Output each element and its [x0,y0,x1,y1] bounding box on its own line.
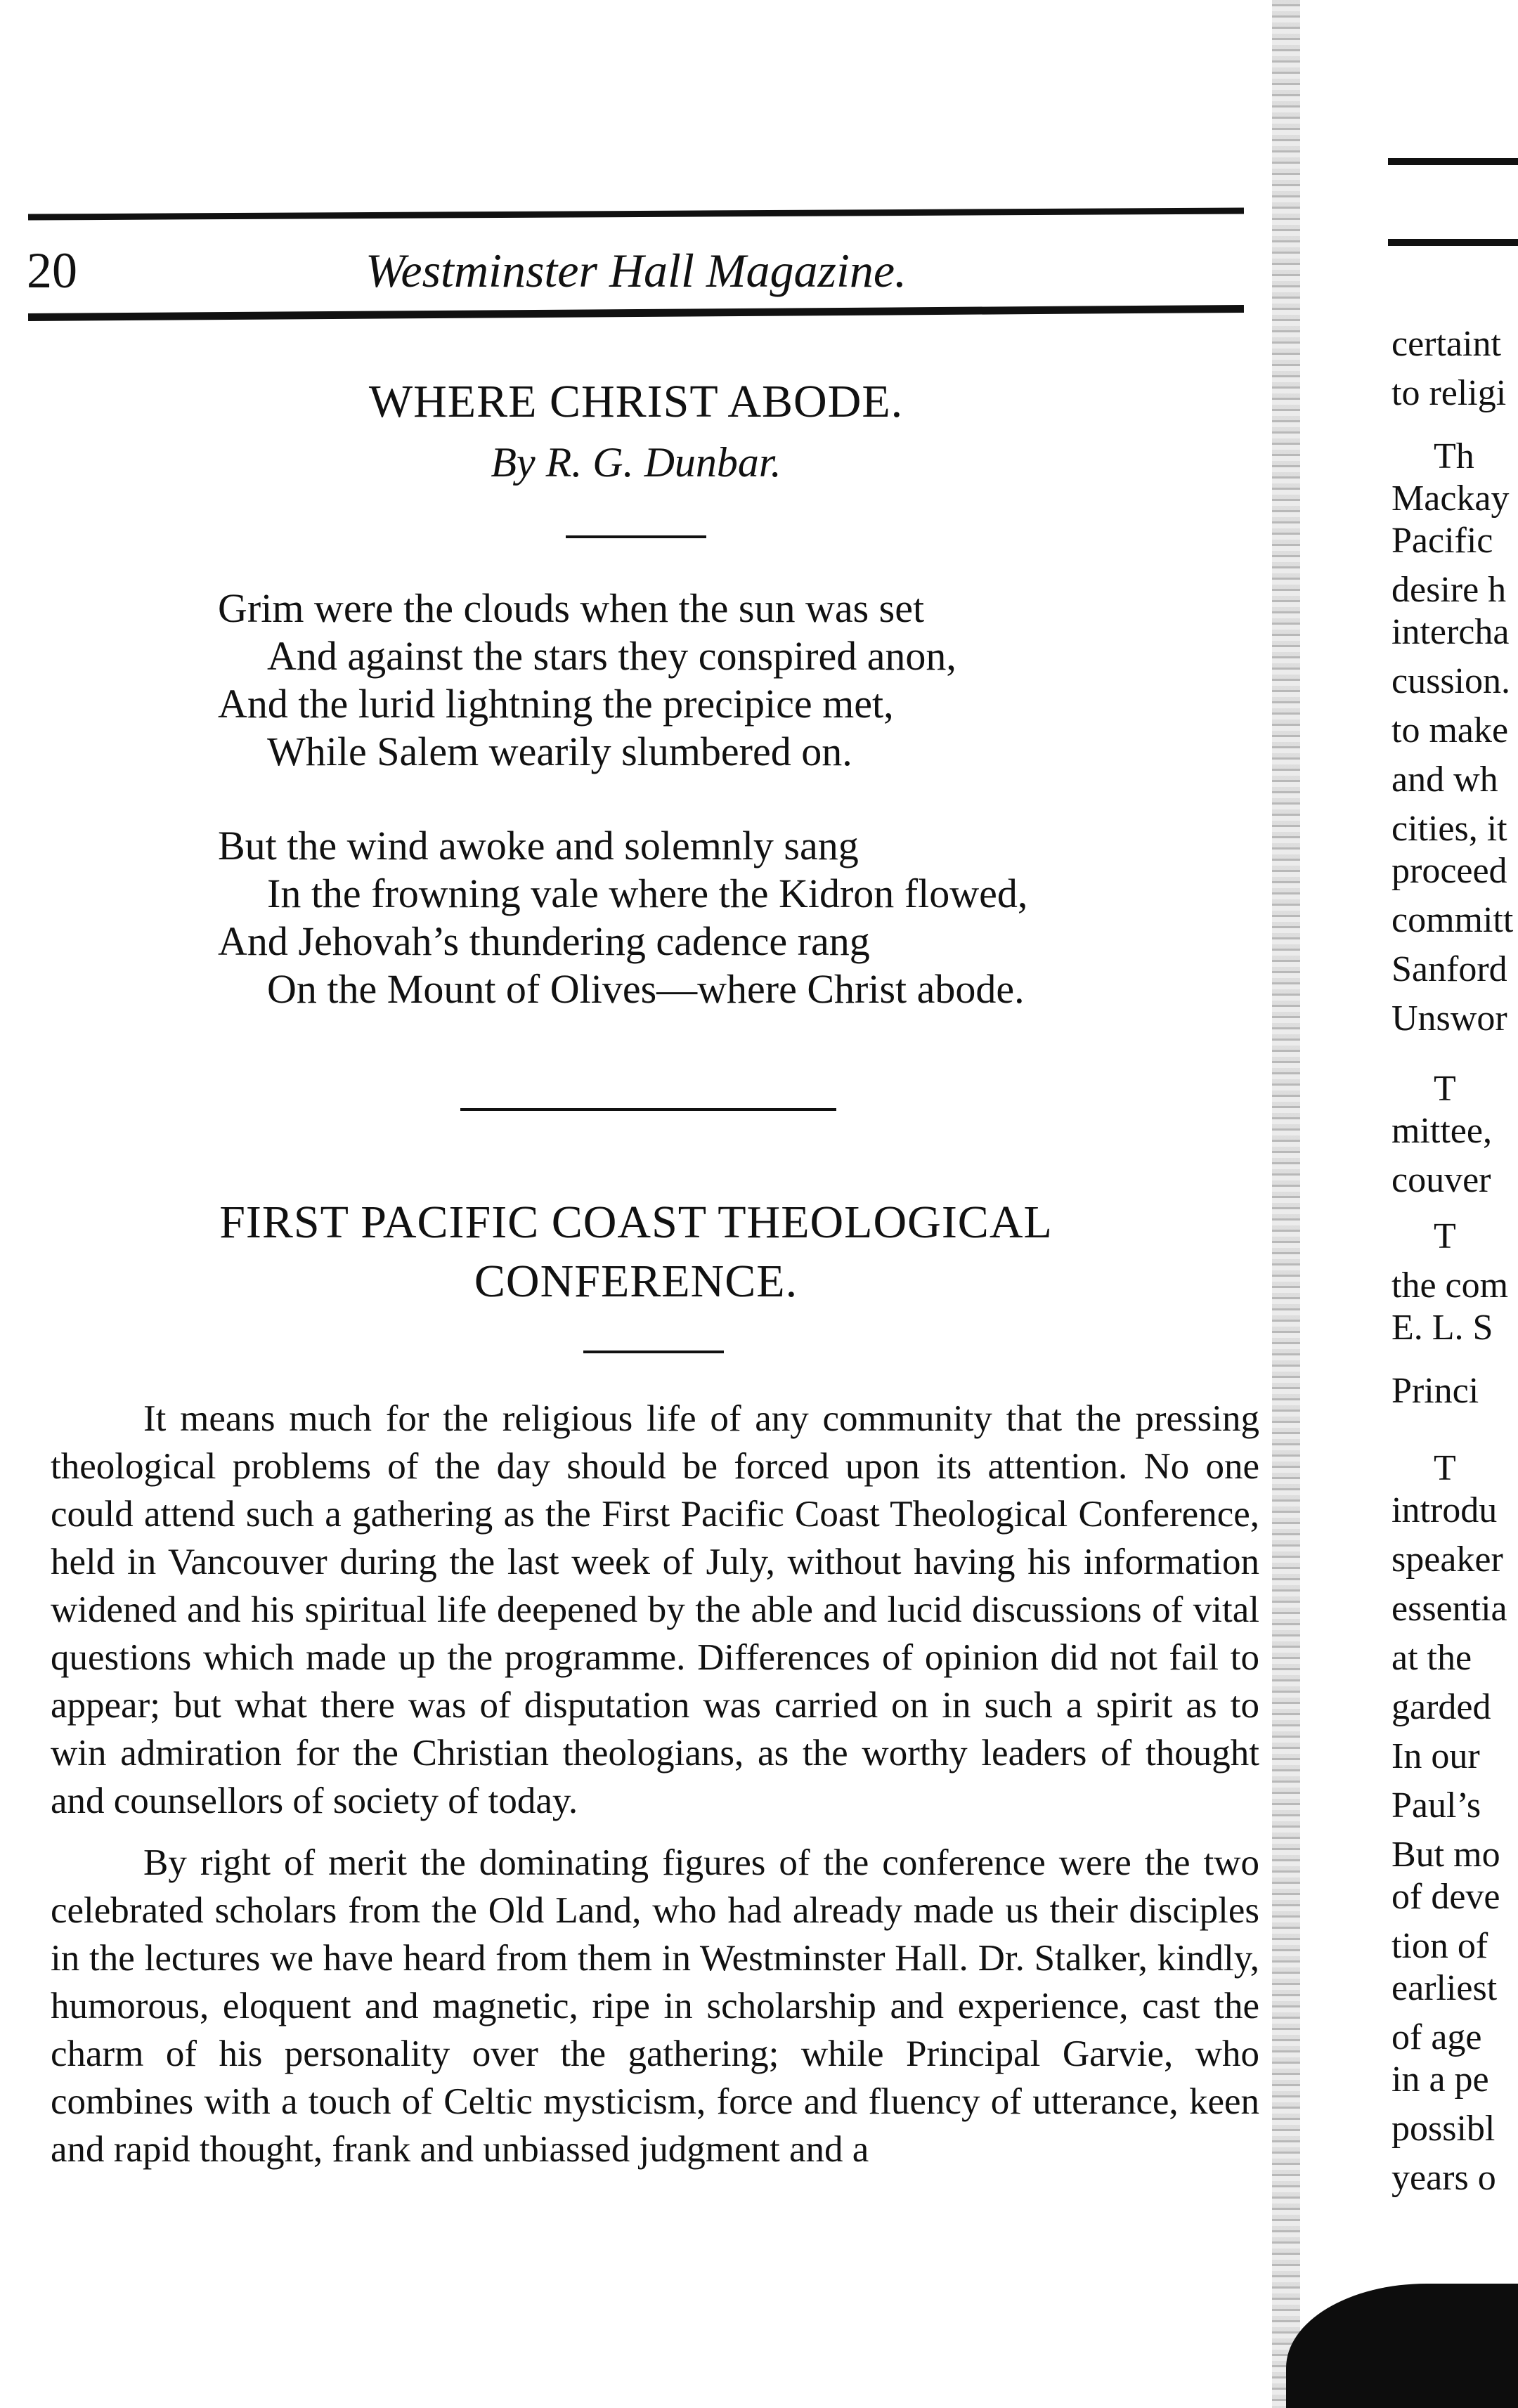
facing-page-line: cities, it [1392,809,1507,849]
section-divider [460,1108,836,1111]
poem-line: But the wind awoke and solemnly sang [218,823,859,868]
header-rule-bottom [28,305,1244,321]
facing-page-line: desire h [1392,570,1507,610]
facing-page-line: at the [1392,1638,1472,1678]
facing-page-line: Mackay [1392,479,1510,519]
facing-page-line: garded [1392,1687,1491,1727]
facing-page-line: Sanford [1392,949,1507,989]
poem-title: WHERE CHRIST ABODE. [368,376,904,427]
facing-page-line: possibl [1392,2109,1496,2149]
facing-page-line: cussion. [1392,661,1510,701]
page-number: 20 [27,242,77,299]
facing-page-line: certaint [1392,324,1501,364]
binding-gutter [1272,0,1300,2408]
header-rule-top [28,207,1244,220]
poem-title-divider [566,535,706,538]
facing-page-line: to religi [1392,373,1507,413]
poem-line: In the frowning vale where the Kidron flowed, [267,871,1028,916]
article-paragraph: It means much for the religious life of any community that the pressing theological problems of the day should be forced upon its attention. No one could attend such a gathering as the First Pacific Coast Theological Conference, held in Vancouver during the last week of July, without having his information widened and his spiritual life deepened by the able and lucid discussions of vital questions which made up the programme. Differences of opinion did not fail to appear; but what there was of disputation was carried on in such a spirit as to win admiration for the Christian theologians, as the worthy leaders of thought and counsellors of society of today. [51,1398,1259,1821]
facing-page-line: In our [1392,1736,1480,1776]
facing-page-line: to make [1392,710,1509,750]
facing-page-line: T [1434,1448,1456,1488]
facing-page-line: couver [1392,1160,1491,1200]
poem-line: On the Mount of Olives—where Christ abode. [267,966,1025,1012]
poem-body [218,585,1202,1060]
facing-page-line: introdu [1392,1490,1498,1530]
facing-page-line: E. L. S [1392,1308,1493,1348]
facing-page-line: T [1434,1069,1456,1109]
poem-line: Grim were the clouds when the sun was set [218,585,925,631]
facing-page-line: tion of [1392,1926,1488,1966]
facing-page [1300,0,1518,2408]
facing-page-line: of age [1392,2017,1482,2057]
facing-page-line: intercha [1392,612,1510,652]
article-body [51,1395,1259,2187]
facing-page-line: essentia [1392,1589,1507,1629]
poem-stanza [218,822,1202,1013]
facing-page-line: But mo [1392,1835,1500,1875]
facing-page-line: the com [1392,1265,1509,1306]
facing-page-line: in a pe [1392,2059,1489,2100]
facing-page-line: Princi [1392,1371,1479,1411]
facing-page-line: proceed [1392,851,1507,891]
facing-page-line: years o [1392,2158,1496,2198]
facing-page-line: Paul’s [1392,1785,1481,1825]
facing-page-line: Th [1434,436,1474,476]
poem-line: While Salem wearily slumbered on. [267,729,852,774]
article-title-line1: FIRST PACIFIC COAST THEOLOGICAL [219,1197,1053,1248]
poem-line: And against the stars they conspired anon, [267,633,956,679]
facing-page-line: committ [1392,900,1514,940]
article-title-line2: CONFERENCE. [474,1256,798,1307]
facing-page-line: Pacific [1392,521,1493,561]
article-paragraph: By right of merit the dominating figures of the conference were the two celebrated scholars from the Old Land, who had already made us their disciples in the lectures we have heard from them in Westminster Hall. Dr. Stalker, kindly, humorous, eloquent and magnetic, ripe in scholarship and experience, cast the charm of his personality over the gathering; while Principal Garvie, who combines with a touch of Celtic mysticism, force and fluency of utterance, keen and rapid thought, frank and unbiassed judgment and a [51,1842,1259,2170]
article-title-divider [583,1351,724,1353]
facing-page-line: of deve [1392,1877,1500,1917]
facing-page-line: T [1434,1216,1456,1256]
poem-line: And the lurid lightning the precipice met, [218,681,894,727]
facing-page-line: speaker [1392,1540,1503,1580]
facing-page-line: mittee, [1392,1111,1492,1151]
poem-stanza [218,585,1202,776]
poem-byline: By R. G. Dunbar. [491,439,781,486]
facing-page-line: and wh [1392,760,1498,800]
facing-page-line: Unswor [1392,998,1507,1039]
poem-line: And Jehovah’s thundering cadence rang [218,918,870,964]
facing-page-line: earliest [1392,1968,1498,2008]
running-title: Westminster Hall Magazine. [365,244,907,297]
